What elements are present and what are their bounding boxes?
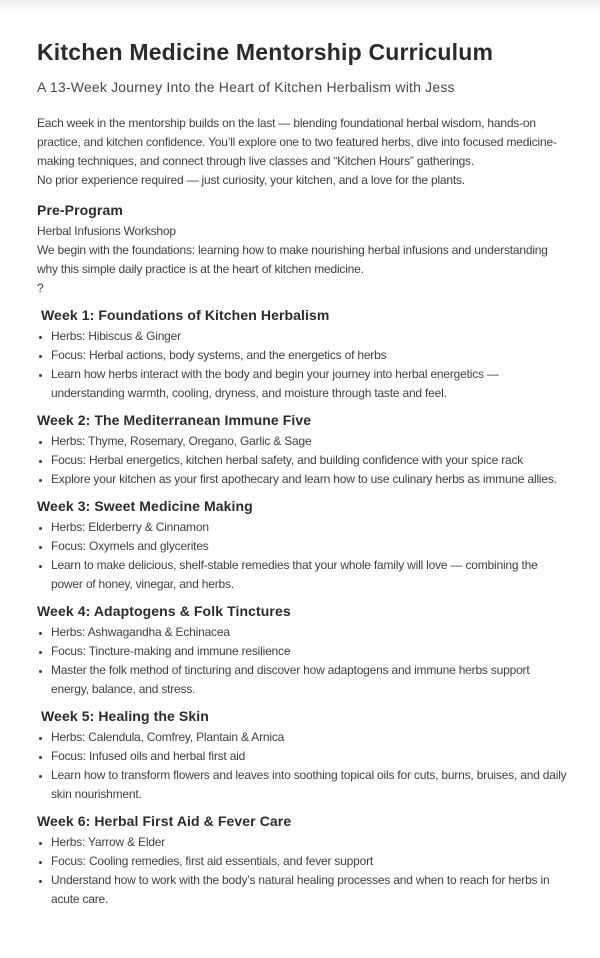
- week-section: [37, 496, 567, 594]
- intro-line-2: No prior experience required — just curiosity, your kitchen, and a love for the plants.: [37, 173, 465, 187]
- week-bullet-list: [37, 728, 567, 804]
- bullet-item: • Understand how to work with the body’s natural healing processes and when to reach for herbs in acute care.: [51, 871, 567, 909]
- intro-paragraph: [37, 114, 567, 190]
- page-title: Kitchen Medicine Mentorship Curriculum: [37, 39, 494, 65]
- week-bullet-list: [37, 833, 567, 909]
- week-bullet-list: [37, 623, 567, 699]
- week-section: [37, 410, 567, 489]
- bullet-item: • Focus: Infused oils and herbal first aid: [51, 747, 567, 766]
- pre-program-section: [37, 200, 567, 298]
- bullet-item: • Herbs: Calendula, Comfrey, Plantain & Arnica: [51, 728, 567, 747]
- bullet-item: • Focus: Herbal energetics, kitchen herbal safety, and building confidence with your spice rack: [51, 451, 567, 470]
- week-heading: Week 1: Foundations of Kitchen Herbalism: [37, 307, 330, 323]
- pre-program-description-line: We begin with the foundations: learning how to make nourishing herbal infusions and understanding why this simple daily practice is at the heart of kitchen medicine.: [37, 243, 548, 276]
- week-heading: Week 5: Healing the Skin: [37, 708, 209, 724]
- bullet-item: • Learn how herbs interact with the body and begin your journey into herbal energetics — understanding warmth, cooling, dryness, and moisture through taste and feel.: [51, 365, 567, 403]
- week-section: [37, 601, 567, 699]
- page-subtitle: A 13-Week Journey Into the Heart of Kitchen Herbalism with Jess: [37, 79, 455, 95]
- bullet-item: • Master the folk method of tincturing and discover how adaptogens and immune herbs support energy, balance, and stress.: [51, 661, 567, 699]
- week-section: [37, 706, 567, 804]
- week-heading: Week 6: Herbal First Aid & Fever Care: [37, 813, 292, 829]
- bullet-item: • Focus: Oxymels and glycerites: [51, 537, 567, 556]
- bullet-item: • Herbs: Yarrow & Elder: [51, 833, 567, 852]
- pre-program-stray-question-mark: ?: [37, 281, 44, 295]
- week-section: [37, 305, 567, 403]
- bullet-item: • Herbs: Elderberry & Cinnamon: [51, 518, 567, 537]
- bullet-item: • Focus: Tincture-making and immune resilience: [51, 642, 567, 661]
- week-heading: Week 3: Sweet Medicine Making: [37, 498, 253, 514]
- week-heading: Week 4: Adaptogens & Folk Tinctures: [37, 603, 291, 619]
- intro-line-1: Each week in the mentorship builds on the last — blending foundational herbal wisdom, hands-on practice, and kitchen confidence. You’ll explore one to two featured herbs, dive into focused medicine-making techniques, and connect through live classes and “Kitchen Hours” gatherings.: [37, 116, 557, 168]
- week-section: [37, 811, 567, 909]
- bullet-item: • Learn to make delicious, shelf-stable remedies that your whole family will love — combining the power of honey, vinegar, and herbs.: [51, 556, 567, 594]
- bullet-item: • Herbs: Hibiscus & Ginger: [51, 327, 567, 346]
- bullet-item: • Herbs: Ashwagandha & Echinacea: [51, 623, 567, 642]
- bullet-item: • Focus: Cooling remedies, first aid essentials, and fever support: [51, 852, 567, 871]
- curriculum-document: [0, 36, 600, 909]
- pre-program-workshop-line: Herbal Infusions Workshop: [37, 224, 176, 238]
- week-bullet-list: [37, 327, 567, 403]
- week-bullet-list: [37, 432, 567, 489]
- weeks-list: [37, 305, 567, 909]
- bullet-item: • Focus: Herbal actions, body systems, and the energetics of herbs: [51, 346, 567, 365]
- week-bullet-list: [37, 518, 567, 594]
- bullet-item: • Learn how to transform flowers and leaves into soothing topical oils for cuts, burns, bruises, and daily skin nourishment.: [51, 766, 567, 804]
- pre-program-heading: Pre-Program: [37, 202, 123, 218]
- bullet-item: • Herbs: Thyme, Rosemary, Oregano, Garlic & Sage: [51, 432, 567, 451]
- bullet-item: • Explore your kitchen as your first apothecary and learn how to use culinary herbs as immune allies.: [51, 470, 567, 489]
- top-gradient-strip: [0, 0, 600, 14]
- week-heading: Week 2: The Mediterranean Immune Five: [37, 412, 312, 428]
